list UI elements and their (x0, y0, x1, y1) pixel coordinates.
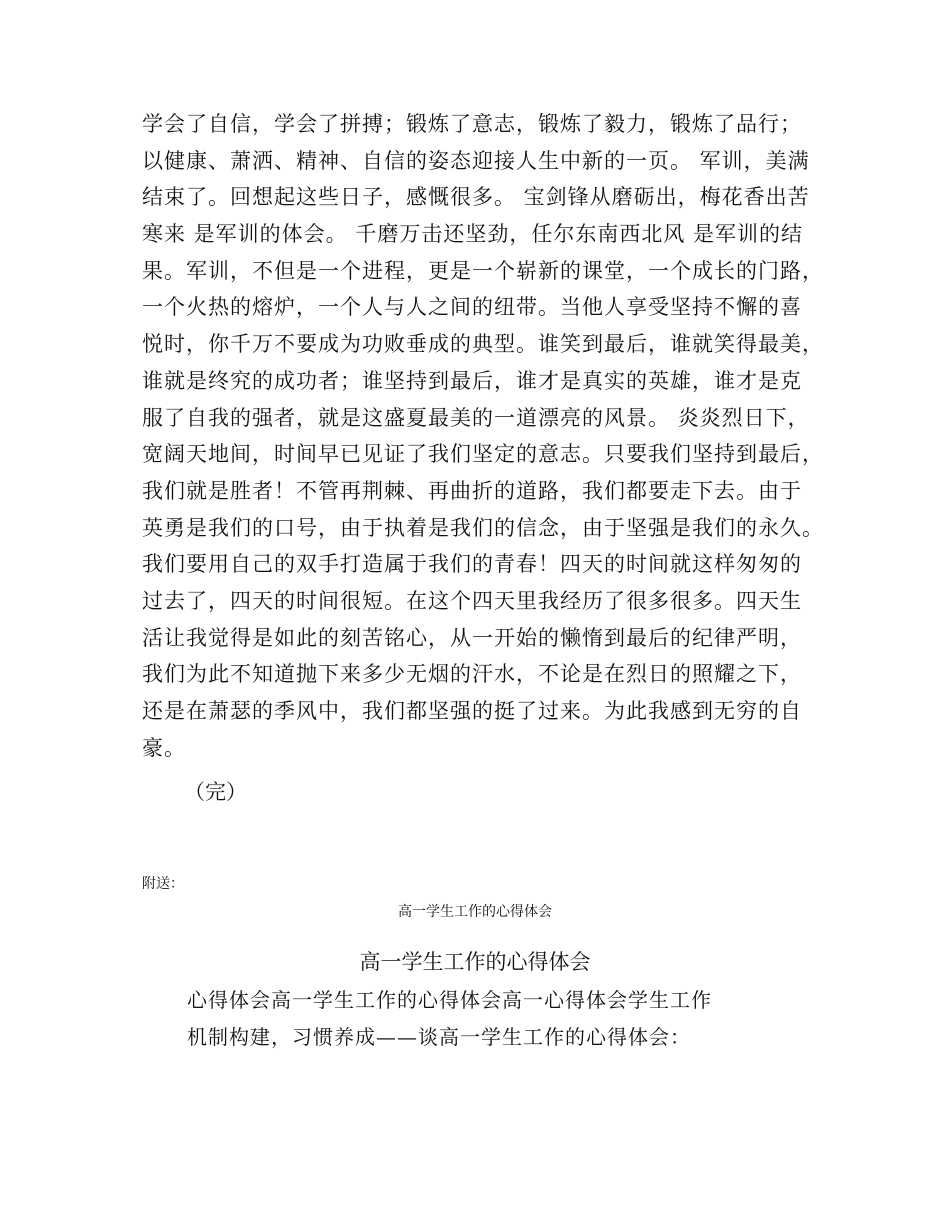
paragraph-line: 英勇是我们的口号，由于执着是我们的信念，由于坚强是我们的永久。 (142, 516, 824, 540)
appendix-heading-small: 高一学生工作的心得体会 (398, 904, 552, 920)
paragraph-line: 豪。 (142, 736, 186, 760)
paragraph-line: 宽阔天地间，时间早已见证了我们坚定的意志。只要我们坚持到最后， (142, 442, 824, 466)
paragraph-line: 我们要用自己的双手打造属于我们的青春！四天的时间就这样匆匆的 (142, 552, 802, 576)
paragraph-line: 服了自我的强者，就是这盛夏最美的一道漂亮的风景。 炎炎烈日下， (142, 406, 810, 430)
appendix-paragraph-line: 心得体会高一学生工作的心得体会高一心得体会学生工作 (187, 988, 712, 1012)
paragraph-line: 学会了自信，学会了拼搏；锻炼了意志，锻炼了毅力，锻炼了品行； (142, 112, 802, 136)
paragraph-line: 活让我觉得是如此的刻苦铭心，从一开始的懒惰到最后的纪律严明， (142, 626, 802, 650)
paragraph-line: 寒来 是军训的体会。 千磨万击还坚劲，任尔东南西北风 是军训的结 (142, 222, 804, 246)
appendix-label: 附送： (142, 876, 184, 892)
paragraph-line: 结束了。回想起这些日子，感慨很多。 宝剑锋从磨砺出，梅花香出苦 (142, 185, 810, 209)
paragraph-line: 以健康、萧洒、精神、自信的姿态迎接人生中新的一页。 军训，美满 (142, 149, 810, 173)
appendix-title: 高一学生工作的心得体会 (359, 950, 591, 974)
appendix-paragraph-line: 机制构建，习惯养成——谈高一学生工作的心得体会： (187, 1025, 691, 1049)
paragraph-line: 过去了，四天的时间很短。在这个四天里我经历了很多很多。四天生 (142, 589, 802, 613)
paragraph-line: 我们就是胜者！不管再荆棘、再曲折的道路，我们都要走下去。由于 (142, 479, 802, 503)
paragraph-line: 悦时，你千万不要成为功败垂成的典型。谁笑到最后，谁就笑得最美， (142, 332, 824, 356)
paragraph-line: 还是在萧瑟的季风中，我们都坚强的挺了过来。为此我感到无穷的自 (142, 699, 802, 723)
paragraph-line: 谁就是终究的成功者；谁坚持到最后，谁才是真实的英雄，谁才是克 (142, 369, 802, 393)
paragraph-line: 我们为此不知道抛下来多少无烟的汗水，不论是在烈日的照耀之下， (142, 662, 802, 686)
end-mark: （完） (184, 780, 247, 804)
paragraph-line: 果。军训，不但是一个进程，更是一个崭新的课堂，一个成长的门路， (142, 259, 824, 283)
paragraph-line: 一个火热的熔炉，一个人与人之间的纽带。当他人享受坚持不懈的喜 (142, 295, 802, 319)
